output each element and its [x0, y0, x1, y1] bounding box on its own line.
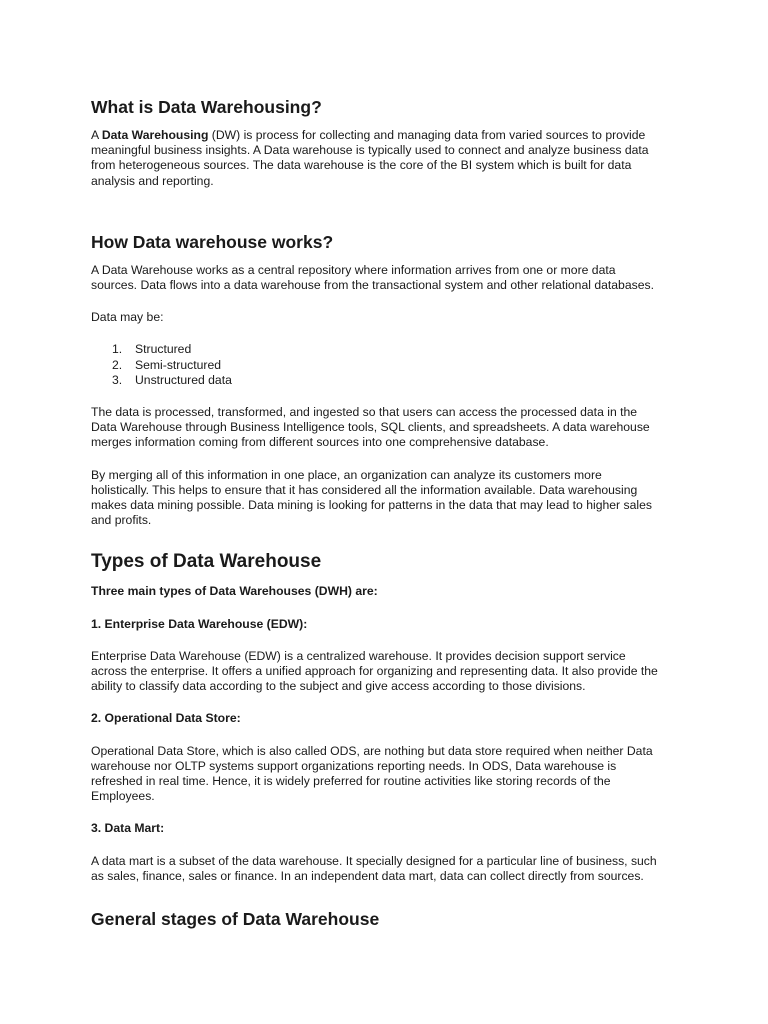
- intro-paragraph: [91, 128, 691, 189]
- ods-heading: 2. Operational Data Store:: [91, 711, 241, 726]
- intro-line-4: analysis and reporting.: [91, 173, 214, 188]
- types-subtitle: Three main types of Data Warehouses (DWH) are:: [91, 584, 378, 599]
- heading-how-data-warehouse-works: How Data warehouse works?: [91, 231, 334, 252]
- how-p1-line-2: sources. Data flows into a data warehouse from the transactional system and other relational databases.: [91, 278, 654, 293]
- how-p1-line-1: A Data Warehouse works as a central repository where information arrives from one or more data: [91, 262, 616, 277]
- heading-what-is-data-warehousing: What is Data Warehousing?: [91, 97, 322, 117]
- list-item: 1. Structured: [112, 342, 192, 357]
- list-item: 3. Unstructured data: [112, 372, 232, 387]
- edw-paragraph: Enterprise Data Warehouse (EDW) is a centralized warehouse. It provides decision support service across the enterprise. It offers a unified approach for organizing and representing data. It also provide the ability to classify data according to the subject and give access according to those divisions.: [91, 648, 658, 694]
- data-may-be-label: Data may be:: [91, 310, 164, 325]
- how-paragraph-4: By merging all of this information in one place, an organization can analyze its customers more holistically. This helps to ensure that it has considered all the information available. Data warehousing makes data mining possible. Data mining is looking for patterns in the data that may lead to higher sales and profits.: [91, 467, 652, 528]
- ods-paragraph: Operational Data Store, which is also called ODS, are nothing but data store required when neither Data warehouse nor OLTP systems support organizations reporting needs. In ODS, Data warehouse is refreshed in real time. Hence, it is widely preferred for routine activities like storing records of the Employees.: [91, 743, 653, 804]
- intro-line-2: meaningful business insights. A Data warehouse is typically used to connect and analyze business data: [91, 143, 649, 158]
- intro-rest: (DW) is process for collecting and managing data from varied sources to provide: [208, 128, 646, 142]
- intro-prefix: A: [91, 128, 102, 142]
- data-types-list: [91, 342, 691, 388]
- data-mart-heading: 3. Data Mart:: [91, 821, 165, 836]
- heading-general-stages: General stages of Data Warehouse: [91, 909, 380, 930]
- data-mart-paragraph: A data mart is a subset of the data warehouse. It specially designed for a particular line of business, such as sales, finance, sales or finance. In an independent data mart, data can collect directly from sources.: [91, 853, 657, 883]
- intro-bold-term: Data Warehousing: [101, 128, 209, 142]
- document-page: [91, 96, 691, 940]
- intro-line-3: from heterogeneous sources. The data warehouse is the core of the BI system which is built for data: [91, 158, 632, 173]
- heading-types-of-data-warehouse: Types of Data Warehouse: [91, 551, 322, 573]
- how-paragraph-1: [91, 263, 691, 293]
- edw-heading: 1. Enterprise Data Warehouse (EDW):: [91, 616, 308, 631]
- list-item: 2. Semi-structured: [112, 357, 222, 372]
- how-paragraph-3: The data is processed, transformed, and ingested so that users can access the processed data in the Data Warehouse through Business Intelligence tools, SQL clients, and spreadsheets. A data warehouse merges information coming from different sources into one comprehensive database.: [91, 405, 650, 450]
